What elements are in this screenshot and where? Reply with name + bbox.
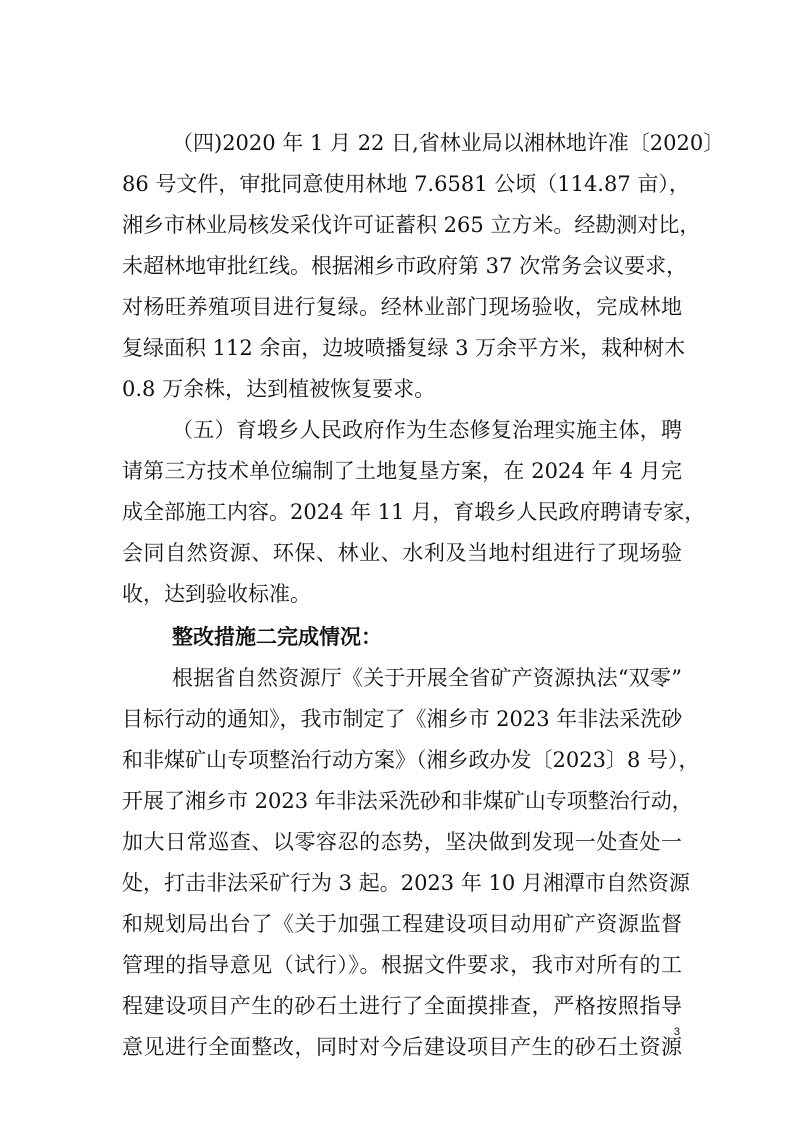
paragraph-6-line-10: 意见进行全面整改，同时对今后建设项目产生的砂石土资源 (122, 1035, 682, 1059)
paragraph-4-line-2: 86 号文件，审批同意使用林地 7.6581 公顷（114.87 亩）， (122, 172, 690, 196)
paragraph-6-line-5: 加大日常巡查、以零容忍的态势，坚决做到发现一处查处一 (122, 830, 682, 854)
paragraph-6-line-6: 处，打击非法采矿行为 3 起。2023 年 10 月湘潭市自然资源 (122, 871, 690, 895)
paragraph-6-line-2: 目标行动的通知》，我市制定了《湘乡市 2023 年非法采洗砂 (122, 707, 683, 731)
section-heading: 整改措施二完成情况： (172, 624, 382, 649)
paragraph-6-line-1: 根据省自然资源厅《关于开展全省矿产资源执法“双零” (172, 666, 682, 690)
paragraph-4-line-1: （四)2020 年 1 月 22 日,省林业局以湘林地许准〔2020〕 (172, 131, 725, 155)
page-number: 3 (673, 1026, 680, 1038)
paragraph-5-line-4: 会同自然资源、环保、林业、水利及当地村组进行了现场验 (122, 541, 682, 565)
paragraph-6-line-4: 开展了湘乡市 2023 年非法采洗砂和非煤矿山专项整治行动， (122, 789, 693, 813)
paragraph-4-line-6: 复绿面积 112 余亩，边坡喷播复绿 3 万余平方米，栽种树木 (122, 336, 686, 360)
paragraph-4-line-3: 湘乡市林业局核发采伐许可证蓄积 265 立方米。经勘测对比， (122, 213, 701, 237)
paragraph-6-line-7: 和规划局出台了《关于加强工程建设项目动用矿产资源监督 (122, 912, 682, 936)
paragraph-6-line-9: 程建设项目产生的砂石土进行了全面摸排查，严格按照指导 (122, 994, 682, 1018)
paragraph-5-line-3: 成全部施工内容。2024 年 11 月，育塅乡人民政府聘请专家， (122, 500, 706, 524)
paragraph-4-line-4: 未超林地审批红线。根据湘乡市政府第 37 次常务会议要求， (122, 254, 688, 278)
paragraph-5-line-2: 请第三方技术单位编制了土地复垦方案，在 2024 年 4 月完 (122, 459, 682, 483)
paragraph-6-line-3: 和非煤矿山专项整治行动方案》（湘乡政办发〔2023〕8 号）， (122, 748, 700, 772)
paragraph-4-line-7: 0.8 万余株，达到植被恢复要求。 (122, 377, 436, 401)
paragraph-4-line-5: 对杨旺养殖项目进行复绿。经林业部门现场验收，完成林地 (122, 295, 682, 319)
paragraph-6-line-8: 管理的指导意见（试行）》。根据文件要求，我市对所有的工 (122, 953, 682, 977)
paragraph-5-line-1: （五）育塅乡人民政府作为生态修复治理实施主体，聘 (172, 418, 682, 442)
paragraph-5-line-5: 收，达到验收标准。 (122, 582, 311, 606)
